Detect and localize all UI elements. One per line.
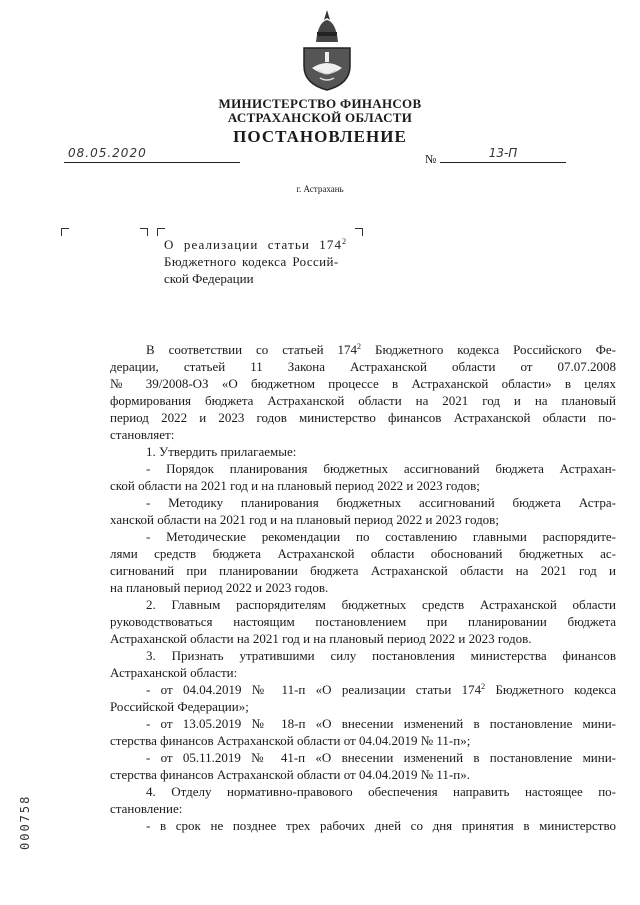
corner-mark-right bbox=[140, 228, 148, 236]
page-stamp-number: 000758 bbox=[18, 794, 32, 850]
body-line: формирования бюджета Астраханской области на 2021 год и на плановый bbox=[110, 393, 616, 408]
body-line: - от 13.05.2019 № 18-п «О внесении изменений в постановление мини- bbox=[146, 716, 616, 731]
body-line: № 39/2008-ОЗ «О бюджетном процессе в Астраханской области» в целях bbox=[110, 376, 616, 391]
document-date: 08.05.2020 bbox=[64, 146, 240, 163]
superscript: 2 bbox=[357, 342, 362, 351]
body-line: Астраханской области на 2021 год и на плановый период 2022 и 2023 годов. bbox=[110, 631, 532, 646]
corner-mark-subject-left bbox=[157, 228, 165, 236]
body-line: - в срок не позднее трех рабочих дней со дня принятия в министерство bbox=[146, 818, 616, 833]
body-line: - Методические рекомендации по составлению главными распорядите- bbox=[146, 529, 616, 544]
document-number: 13-П bbox=[440, 146, 566, 163]
body-text: Бюджетного кодекса Российского Фе- bbox=[361, 342, 617, 357]
document-type-title: ПОСТАНОВЛЕНИЕ bbox=[233, 127, 407, 146]
subject-line1: О реализации статьи 174 bbox=[164, 237, 343, 252]
ministry-name-line1: МИНИСТЕРСТВО ФИНАНСОВ bbox=[218, 96, 422, 111]
body-line: 2. Главным распорядителям бюджетных средств Астраханской области bbox=[146, 597, 616, 612]
body-line: на плановый период 2022 и 2023 годов. bbox=[110, 580, 329, 595]
document-body bbox=[110, 341, 616, 834]
city-label: г. Астрахань bbox=[296, 184, 344, 194]
corner-mark-left bbox=[61, 228, 69, 236]
body-line: стерства финансов Астраханской области от 04.04.2019 № 11-п». bbox=[110, 767, 470, 782]
body-line: становление: bbox=[110, 801, 183, 816]
body-line: ханской области на 2021 год и на плановый период 2022 и 2023 годов; bbox=[110, 512, 499, 527]
subject-superscript: 2 bbox=[342, 237, 348, 246]
body-line: Российской Федерации»; bbox=[110, 699, 249, 714]
subject-block bbox=[164, 236, 362, 287]
body-line: период 2022 и 2023 годов министерство финансов Астраханской области по- bbox=[110, 410, 616, 425]
body-line bbox=[110, 341, 616, 358]
body-line: 3. Признать утратившими силу постановления министерства финансов bbox=[146, 648, 616, 663]
body-line bbox=[110, 681, 616, 698]
body-text: - от 04.04.2019 № 11-п «О реализации статьи 174 bbox=[146, 682, 482, 697]
body-line: - от 05.11.2019 № 41-п «О внесении изменений в постановление мини- bbox=[146, 750, 616, 765]
ministry-name-line2: АСТРАХАНСКОЙ ОБЛАСТИ bbox=[227, 110, 413, 125]
body-line: - Методику планирования бюджетных ассигнований бюджета Астра- bbox=[146, 495, 616, 510]
number-label: № bbox=[425, 152, 437, 166]
subject-line3: ской Федерации bbox=[164, 271, 254, 286]
body-text: В соответствии со статьей 174 bbox=[146, 342, 358, 357]
body-line: лями средств бюджета Астраханской области обоснований бюджетных ас- bbox=[110, 546, 616, 561]
superscript: 2 bbox=[481, 682, 486, 691]
subject-line2: Бюджетного кодекса Россий- bbox=[164, 254, 339, 269]
body-line: дерации, статьей 11 Закона Астраханской области от 07.07.2008 bbox=[110, 359, 616, 374]
body-line: 4. Отделу нормативно-правового обеспечения направить настоящее по- bbox=[146, 784, 616, 799]
body-line: руководствоваться настоящим постановлением при планировании бюджета bbox=[110, 614, 616, 629]
body-line: Астраханской области: bbox=[110, 665, 238, 680]
body-line: - Порядок планирования бюджетных ассигнований бюджета Астрахан- bbox=[146, 461, 616, 476]
body-line: становляет: bbox=[110, 427, 175, 442]
body-text: Бюджетного кодекса bbox=[485, 682, 616, 697]
coat-of-arms-emblem bbox=[296, 8, 358, 92]
body-line: стерства финансов Астраханской области от 04.04.2019 № 11-п»; bbox=[110, 733, 471, 748]
body-line: сигнований при планировании бюджета Астраханской области на 2021 год и bbox=[110, 563, 616, 578]
corner-mark-subject-right bbox=[355, 228, 363, 236]
body-line: 1. Утвердить прилагаемые: bbox=[146, 444, 297, 459]
body-line: ской области на 2021 год и на плановый период 2022 и 2023 годов; bbox=[110, 478, 480, 493]
